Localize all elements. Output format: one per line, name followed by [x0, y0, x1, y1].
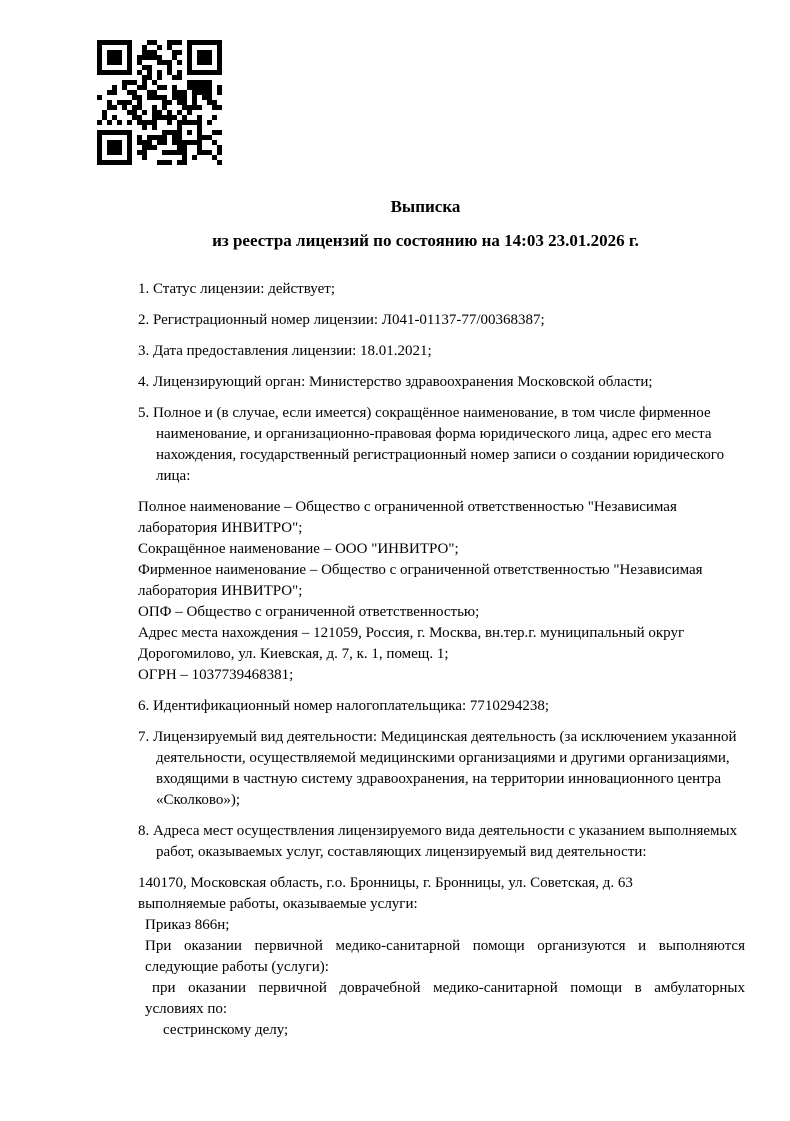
document-subtitle: из реестра лицензий по состоянию на 14:03 23.01.2026 г. — [212, 231, 639, 250]
item-grant-date: 3. Дата предоставления лицензии: 18.01.2021; — [138, 343, 432, 359]
works-label: выполняемые работы, оказываемые услуги: — [138, 896, 418, 912]
org-ogrn: ОГРН – 1037739468381; — [138, 667, 294, 683]
qr-code — [97, 40, 222, 165]
document-title: Выписка — [390, 197, 461, 216]
item-licensed-activity: 7. Лицензируемый вид деятельности: Медицинская деятельность (за исключением указанной деятельности, осуществляемой медицинскими организациями и другими организациями, входящими в частную систему здравоохранения, на территории инновационного центра «Сколково»); — [138, 729, 737, 808]
nursing-item: сестринскому делу; — [163, 1022, 289, 1038]
item-license-status: 1. Статус лицензии: действует; — [138, 281, 335, 297]
qr-code-image — [97, 40, 222, 165]
org-short-name: Сокращённое наименование – ООО "ИНВИТРО"; — [138, 541, 459, 557]
primary-care-clause: При оказании первичной медико-санитарной помощи организуются и выполняются следующие работы (услуги): — [145, 938, 745, 975]
org-address: Адрес места нахождения – 121059, Россия, г. Москва, вн.тер.г. муниципальный округ Дорогомилово, ул. Киевская, д. 7, к. 1, помещ. 1; — [138, 625, 685, 662]
pre-doctor-care-clause: при оказании первичной доврачебной медико-санитарной помощи в амбулаторных условиях по: — [145, 980, 745, 1017]
work-address: 140170, Московская область, г.о. Бронницы, г. Бронницы, ул. Советская, д. 63 — [138, 875, 633, 891]
item-name-clause: 5. Полное и (в случае, если имеется) сокращённое наименование, в том числе фирменное наименование, и организационно-правовая форма юридического лица, адрес его места нахождения, государственный регистрационный номер записи о создании юридического лица: — [138, 405, 725, 484]
org-legal-form: ОПФ – Общество с ограниченной ответственностью; — [138, 604, 480, 620]
org-brand-name: Фирменное наименование – Общество с ограниченной ответственностью "Независимая лаборатория ИНВИТРО"; — [138, 562, 703, 599]
item-taxpayer-number: 6. Идентификационный номер налогоплательщика: 7710294238; — [138, 698, 550, 714]
item-addresses-clause: 8. Адреса мест осуществления лицензируемого вида деятельности с указанием выполняемых работ, оказываемых услуг, составляющих лицензируемый вид деятельности: — [138, 823, 738, 860]
organization-details — [138, 497, 745, 686]
document-body — [138, 196, 745, 1041]
work-address-block — [138, 873, 745, 1041]
item-registration-number: 2. Регистрационный номер лицензии: Л041-01137-77/00368387; — [138, 312, 545, 328]
item-licensing-authority: 4. Лицензирующий орган: Министерство здравоохранения Московской области; — [138, 374, 653, 390]
order-reference: Приказ 866н; — [145, 917, 230, 933]
org-full-name: Полное наименование – Общество с ограниченной ответственностью "Независимая лаборатория ИНВИТРО"; — [138, 499, 677, 536]
